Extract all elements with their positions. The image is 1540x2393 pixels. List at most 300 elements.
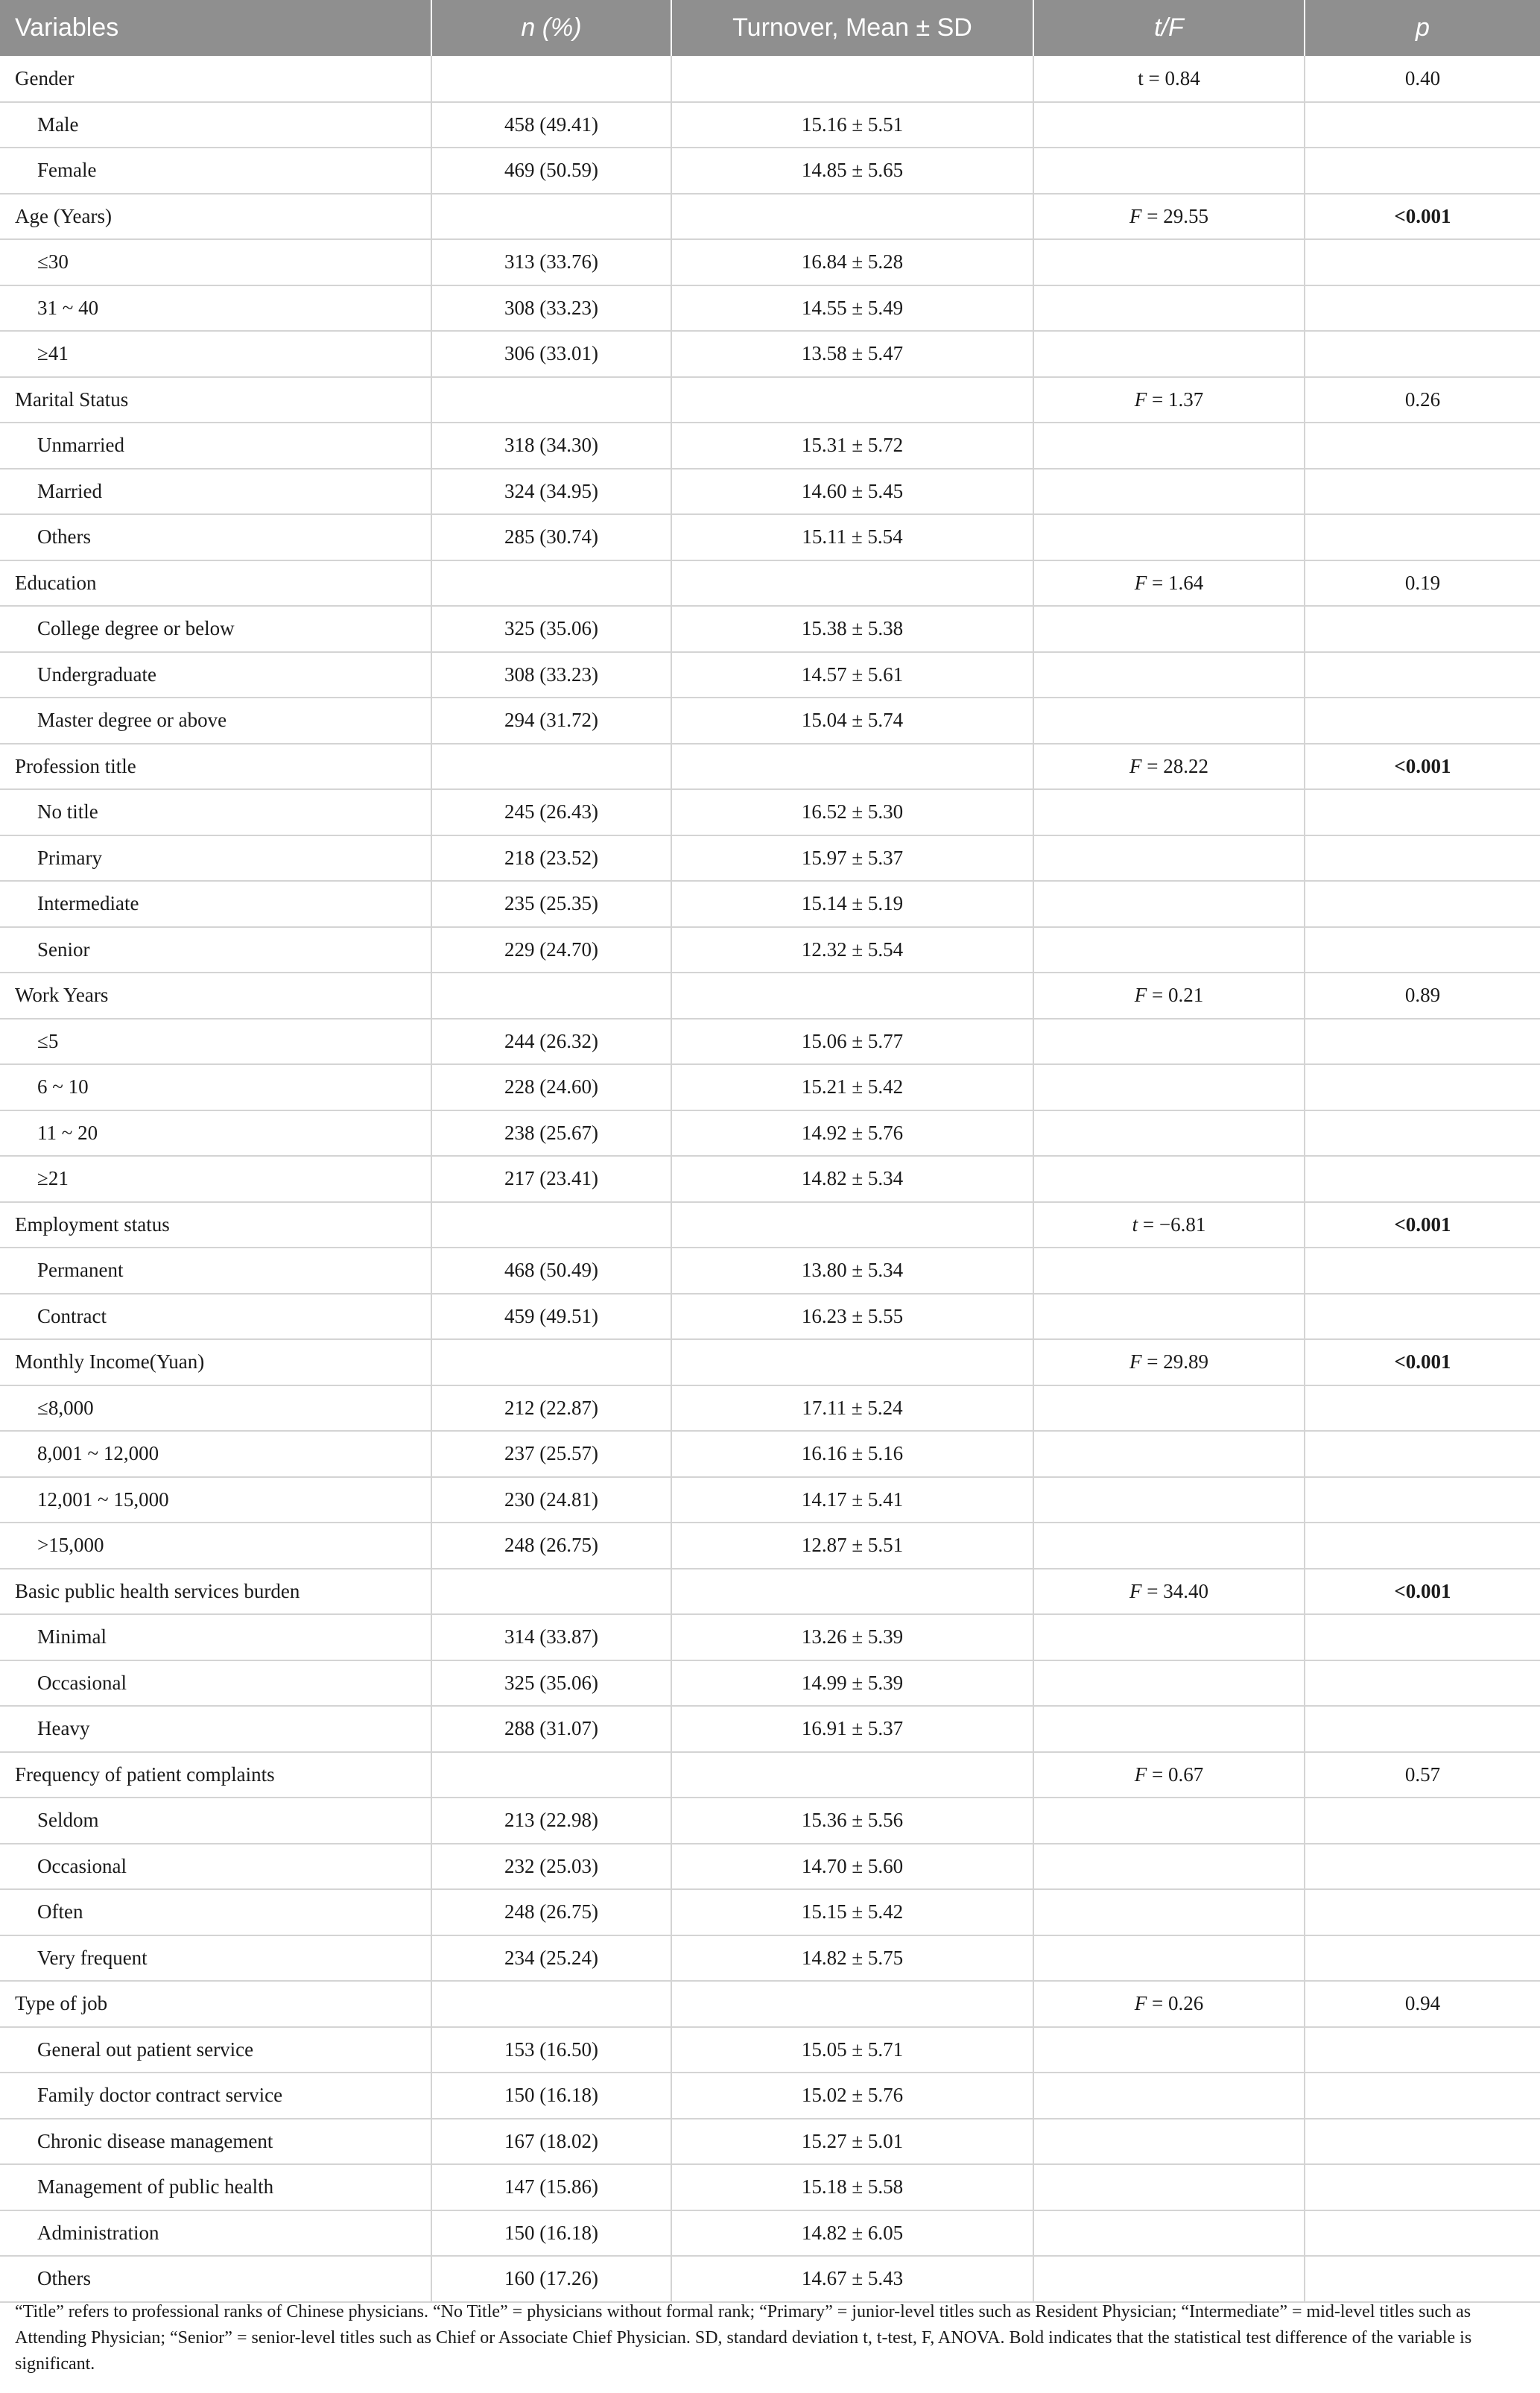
- statistic-value: = −6.81: [1138, 1213, 1206, 1236]
- p-empty: [1305, 1110, 1540, 1157]
- statistic-value: = 28.22: [1141, 754, 1208, 777]
- statistic-empty: [1033, 1706, 1305, 1752]
- turnover-mean-sd: 15.04 ± 5.74: [671, 698, 1033, 744]
- test-statistic: [1033, 56, 1305, 102]
- turnover-mean-sd: 14.17 ± 5.41: [671, 1477, 1033, 1523]
- statistic-empty: [1033, 1523, 1305, 1569]
- n-percent-value: 306 (33.01): [431, 331, 671, 377]
- category-label: Unmarried: [0, 423, 431, 469]
- table-row: [0, 698, 1540, 744]
- test-statistic: [1033, 744, 1305, 790]
- turnover-mean-sd: 13.58 ± 5.47: [671, 331, 1033, 377]
- table-row: [0, 1889, 1540, 1935]
- statistic-empty: [1033, 1844, 1305, 1890]
- n-percent-value: 325 (35.06): [431, 606, 671, 652]
- turnover-mean-sd: 12.32 ± 5.54: [671, 927, 1033, 973]
- statistic-empty: [1033, 835, 1305, 882]
- n-percent-value: 313 (33.76): [431, 239, 671, 285]
- category-label: 12,001 ~ 15,000: [0, 1477, 431, 1523]
- n-cell-empty: [431, 560, 671, 607]
- n-cell-empty: [431, 1752, 671, 1798]
- statistic-empty: [1033, 469, 1305, 515]
- n-cell-empty: [431, 377, 671, 423]
- p-value: 0.40: [1305, 56, 1540, 102]
- category-label: Occasional: [0, 1660, 431, 1707]
- turnover-mean-sd: 14.82 ± 5.34: [671, 1156, 1033, 1202]
- statistic-empty: [1033, 1889, 1305, 1935]
- turnover-mean-sd: 16.52 ± 5.30: [671, 789, 1033, 835]
- category-label: ≤30: [0, 239, 431, 285]
- category-label: ≥41: [0, 331, 431, 377]
- statistic-empty: [1033, 2027, 1305, 2073]
- turnover-mean-sd: 15.16 ± 5.51: [671, 102, 1033, 148]
- mean-cell-empty: [671, 194, 1033, 240]
- n-percent-value: 468 (50.49): [431, 1248, 671, 1294]
- table-row: [0, 881, 1540, 927]
- n-percent-value: 248 (26.75): [431, 1523, 671, 1569]
- statistic-empty: [1033, 102, 1305, 148]
- table-row: [0, 1294, 1540, 1340]
- turnover-mean-sd: 12.87 ± 5.51: [671, 1523, 1033, 1569]
- statistic-empty: [1033, 285, 1305, 332]
- table-row: [0, 423, 1540, 469]
- category-label: ≤5: [0, 1019, 431, 1065]
- p-empty: [1305, 2164, 1540, 2210]
- n-percent-value: 167 (18.02): [431, 2119, 671, 2165]
- n-cell-empty: [431, 744, 671, 790]
- table-row: [0, 2210, 1540, 2257]
- n-percent-value: 229 (24.70): [431, 927, 671, 973]
- table-row: [0, 148, 1540, 194]
- turnover-mean-sd: 15.11 ± 5.54: [671, 514, 1033, 560]
- p-empty: [1305, 1844, 1540, 1890]
- n-percent-value: 285 (30.74): [431, 514, 671, 560]
- n-percent-value: 308 (33.23): [431, 285, 671, 332]
- statistic-empty: [1033, 1385, 1305, 1432]
- p-value: <0.001: [1305, 1339, 1540, 1385]
- table-body: [0, 56, 1540, 2302]
- p-empty: [1305, 1523, 1540, 1569]
- group-row: [0, 1981, 1540, 2027]
- table-row: [0, 331, 1540, 377]
- turnover-mean-sd: 14.92 ± 5.76: [671, 1110, 1033, 1157]
- statistic-value: = 29.89: [1141, 1350, 1208, 1373]
- p-empty: [1305, 514, 1540, 560]
- statistic-empty: [1033, 789, 1305, 835]
- statistic-letter: F: [1134, 1763, 1147, 1786]
- table-row: [0, 606, 1540, 652]
- table-row: [0, 2164, 1540, 2210]
- table-row: [0, 1156, 1540, 1202]
- p-empty: [1305, 102, 1540, 148]
- statistic-value: = 1.64: [1147, 571, 1204, 594]
- category-label: Married: [0, 469, 431, 515]
- header-n-percent: n (%): [431, 0, 671, 56]
- category-label: Occasional: [0, 1844, 431, 1890]
- turnover-mean-sd: 15.27 ± 5.01: [671, 2119, 1033, 2165]
- n-percent-value: 213 (22.98): [431, 1798, 671, 1844]
- n-percent-value: 232 (25.03): [431, 1844, 671, 1890]
- p-value: 0.19: [1305, 560, 1540, 607]
- p-empty: [1305, 789, 1540, 835]
- statistic-empty: [1033, 1248, 1305, 1294]
- test-statistic: [1033, 1202, 1305, 1248]
- p-empty: [1305, 331, 1540, 377]
- statistic-empty: [1033, 927, 1305, 973]
- mean-cell-empty: [671, 1202, 1033, 1248]
- n-percent-value: 318 (34.30): [431, 423, 671, 469]
- group-row: [0, 377, 1540, 423]
- p-empty: [1305, 1660, 1540, 1707]
- n-cell-empty: [431, 194, 671, 240]
- p-empty: [1305, 698, 1540, 744]
- p-empty: [1305, 239, 1540, 285]
- p-empty: [1305, 469, 1540, 515]
- statistic-empty: [1033, 1935, 1305, 1982]
- table-row: [0, 1385, 1540, 1432]
- group-label: Age (Years): [0, 194, 431, 240]
- mean-cell-empty: [671, 1981, 1033, 2027]
- statistic-value: = 0.84: [1143, 66, 1200, 89]
- n-percent-value: 308 (33.23): [431, 652, 671, 698]
- turnover-mean-sd: 15.15 ± 5.42: [671, 1889, 1033, 1935]
- statistic-value: = 29.55: [1141, 204, 1208, 227]
- category-label: Others: [0, 2256, 431, 2302]
- statistic-letter: F: [1129, 1579, 1142, 1602]
- statistic-empty: [1033, 1156, 1305, 1202]
- p-value: 0.57: [1305, 1752, 1540, 1798]
- p-empty: [1305, 881, 1540, 927]
- table-row: [0, 1110, 1540, 1157]
- group-row: [0, 56, 1540, 102]
- turnover-mean-sd: 17.11 ± 5.24: [671, 1385, 1033, 1432]
- statistic-empty: [1033, 1477, 1305, 1523]
- table-row: [0, 102, 1540, 148]
- turnover-mean-sd: 14.99 ± 5.39: [671, 1660, 1033, 1707]
- n-percent-value: 228 (24.60): [431, 1064, 671, 1110]
- p-value: 0.89: [1305, 973, 1540, 1019]
- test-statistic: [1033, 194, 1305, 240]
- p-empty: [1305, 2073, 1540, 2119]
- turnover-mean-sd: 14.82 ± 6.05: [671, 2210, 1033, 2257]
- test-statistic: [1033, 1752, 1305, 1798]
- n-percent-value: 245 (26.43): [431, 789, 671, 835]
- table-row: [0, 285, 1540, 332]
- table-row: [0, 2073, 1540, 2119]
- p-empty: [1305, 2256, 1540, 2302]
- n-percent-value: 218 (23.52): [431, 835, 671, 882]
- n-percent-value: 150 (16.18): [431, 2073, 671, 2119]
- category-label: No title: [0, 789, 431, 835]
- category-label: Primary: [0, 835, 431, 882]
- turnover-mean-sd: 15.21 ± 5.42: [671, 1064, 1033, 1110]
- category-label: Others: [0, 514, 431, 560]
- statistic-letter: F: [1134, 1992, 1147, 2015]
- p-empty: [1305, 1431, 1540, 1477]
- turnover-mean-sd: 14.67 ± 5.43: [671, 2256, 1033, 2302]
- p-value: 0.26: [1305, 377, 1540, 423]
- mean-cell-empty: [671, 560, 1033, 607]
- group-row: [0, 1752, 1540, 1798]
- p-empty: [1305, 423, 1540, 469]
- category-label: Very frequent: [0, 1935, 431, 1982]
- table-row: [0, 789, 1540, 835]
- table-row: [0, 2256, 1540, 2302]
- p-empty: [1305, 1064, 1540, 1110]
- n-cell-empty: [431, 1202, 671, 1248]
- statistic-value: = 0.21: [1147, 984, 1204, 1007]
- p-empty: [1305, 1889, 1540, 1935]
- statistic-empty: [1033, 2210, 1305, 2257]
- p-empty: [1305, 835, 1540, 882]
- statistic-empty: [1033, 2073, 1305, 2119]
- group-label: Frequency of patient complaints: [0, 1752, 431, 1798]
- group-row: [0, 1569, 1540, 1615]
- n-percent-value: 153 (16.50): [431, 2027, 671, 2073]
- category-label: Female: [0, 148, 431, 194]
- category-label: Often: [0, 1889, 431, 1935]
- category-label: Senior: [0, 927, 431, 973]
- p-empty: [1305, 1385, 1540, 1432]
- table-row: [0, 2027, 1540, 2073]
- statistic-letter: t: [1138, 66, 1144, 89]
- turnover-mean-sd: 16.23 ± 5.55: [671, 1294, 1033, 1340]
- n-percent-value: 217 (23.41): [431, 1156, 671, 1202]
- n-percent-value: 288 (31.07): [431, 1706, 671, 1752]
- n-percent-value: 150 (16.18): [431, 2210, 671, 2257]
- table-row: [0, 1844, 1540, 1890]
- table-row: [0, 2119, 1540, 2165]
- statistic-letter: F: [1129, 754, 1142, 777]
- p-empty: [1305, 1477, 1540, 1523]
- header-turnover: Turnover, Mean ± SD: [671, 0, 1033, 56]
- statistic-value: = 1.37: [1147, 388, 1204, 411]
- p-empty: [1305, 1935, 1540, 1982]
- statistic-empty: [1033, 239, 1305, 285]
- statistic-empty: [1033, 606, 1305, 652]
- group-row: [0, 1339, 1540, 1385]
- p-empty: [1305, 927, 1540, 973]
- turnover-mean-sd: 16.91 ± 5.37: [671, 1706, 1033, 1752]
- group-row: [0, 194, 1540, 240]
- n-percent-value: 147 (15.86): [431, 2164, 671, 2210]
- category-label: Minimal: [0, 1614, 431, 1660]
- statistic-empty: [1033, 1110, 1305, 1157]
- p-value: <0.001: [1305, 1202, 1540, 1248]
- statistic-empty: [1033, 2164, 1305, 2210]
- group-row: [0, 1202, 1540, 1248]
- n-cell-empty: [431, 1981, 671, 2027]
- test-statistic: [1033, 1569, 1305, 1615]
- turnover-mean-sd: 15.14 ± 5.19: [671, 881, 1033, 927]
- table-row: [0, 1614, 1540, 1660]
- n-percent-value: 160 (17.26): [431, 2256, 671, 2302]
- category-label: Seldom: [0, 1798, 431, 1844]
- category-label: 31 ~ 40: [0, 285, 431, 332]
- p-empty: [1305, 1019, 1540, 1065]
- n-percent-value: 314 (33.87): [431, 1614, 671, 1660]
- table-footnote: [15, 2299, 1527, 2377]
- p-value: 0.94: [1305, 1981, 1540, 2027]
- category-label: College degree or below: [0, 606, 431, 652]
- n-cell-empty: [431, 56, 671, 102]
- statistic-empty: [1033, 1614, 1305, 1660]
- turnover-mean-sd: 15.31 ± 5.72: [671, 423, 1033, 469]
- statistic-empty: [1033, 1431, 1305, 1477]
- p-empty: [1305, 148, 1540, 194]
- turnover-mean-sd: 13.26 ± 5.39: [671, 1614, 1033, 1660]
- n-percent-value: 248 (26.75): [431, 1889, 671, 1935]
- statistic-empty: [1033, 1294, 1305, 1340]
- footnote-text: “Title” refers to professional ranks of Chinese physicians. “No Title” = physicians without formal rank; “Primary” = junior-level titles such as Resident Physician; “Intermediate” = mid-level titles such as Attending Physician; “Senior” = senior-level titles such as Chief or Associate Chief Physician. SD, standard deviation t, t-test, F, ANOVA. Bold indicates that the statistical test difference of the variable is significant.: [15, 2302, 1472, 2374]
- table-row: [0, 1431, 1540, 1477]
- group-label: Work Years: [0, 973, 431, 1019]
- p-value: <0.001: [1305, 1569, 1540, 1615]
- turnover-mean-sd: 15.05 ± 5.71: [671, 2027, 1033, 2073]
- category-label: General out patient service: [0, 2027, 431, 2073]
- table-row: [0, 514, 1540, 560]
- n-percent-value: 238 (25.67): [431, 1110, 671, 1157]
- category-label: Chronic disease management: [0, 2119, 431, 2165]
- test-statistic: [1033, 377, 1305, 423]
- statistic-empty: [1033, 1064, 1305, 1110]
- p-value: <0.001: [1305, 194, 1540, 240]
- table-row: [0, 1706, 1540, 1752]
- turnover-mean-sd: 14.60 ± 5.45: [671, 469, 1033, 515]
- table-row: [0, 1477, 1540, 1523]
- table-row: [0, 1798, 1540, 1844]
- turnover-mean-sd: 15.36 ± 5.56: [671, 1798, 1033, 1844]
- p-empty: [1305, 2027, 1540, 2073]
- header-variables: Variables: [0, 0, 431, 56]
- category-label: Heavy: [0, 1706, 431, 1752]
- statistic-empty: [1033, 148, 1305, 194]
- statistic-empty: [1033, 1798, 1305, 1844]
- statistic-empty: [1033, 423, 1305, 469]
- statistic-empty: [1033, 2119, 1305, 2165]
- table-header: [0, 0, 1540, 56]
- header-p: p: [1416, 13, 1430, 42]
- group-label: Monthly Income(Yuan): [0, 1339, 431, 1385]
- table-row: [0, 652, 1540, 698]
- group-label: Basic public health services burden: [0, 1569, 431, 1615]
- group-row: [0, 744, 1540, 790]
- group-row: [0, 973, 1540, 1019]
- mean-cell-empty: [671, 377, 1033, 423]
- statistic-empty: [1033, 881, 1305, 927]
- table-row: [0, 1660, 1540, 1707]
- mean-cell-empty: [671, 56, 1033, 102]
- table-row: [0, 1523, 1540, 1569]
- mean-cell-empty: [671, 973, 1033, 1019]
- category-label: Management of public health: [0, 2164, 431, 2210]
- category-label: Administration: [0, 2210, 431, 2257]
- n-percent-value: 294 (31.72): [431, 698, 671, 744]
- statistic-letter: F: [1134, 984, 1147, 1007]
- statistic-empty: [1033, 2256, 1305, 2302]
- category-label: Family doctor contract service: [0, 2073, 431, 2119]
- n-percent-value: 458 (49.41): [431, 102, 671, 148]
- table-row: [0, 1935, 1540, 1982]
- turnover-mean-sd: 15.02 ± 5.76: [671, 2073, 1033, 2119]
- turnover-mean-sd: 15.97 ± 5.37: [671, 835, 1033, 882]
- n-percent-value: 230 (24.81): [431, 1477, 671, 1523]
- table-row: [0, 835, 1540, 882]
- group-label: Profession title: [0, 744, 431, 790]
- p-empty: [1305, 1248, 1540, 1294]
- mean-cell-empty: [671, 1752, 1033, 1798]
- category-label: Contract: [0, 1294, 431, 1340]
- test-statistic: [1033, 1981, 1305, 2027]
- table-row: [0, 469, 1540, 515]
- statistic-empty: [1033, 1019, 1305, 1065]
- p-empty: [1305, 2119, 1540, 2165]
- group-label: Education: [0, 560, 431, 607]
- test-statistic: [1033, 973, 1305, 1019]
- group-label: Employment status: [0, 1202, 431, 1248]
- category-label: 6 ~ 10: [0, 1064, 431, 1110]
- statistic-value: = 0.67: [1147, 1763, 1204, 1786]
- statistic-letter: F: [1134, 388, 1147, 411]
- turnover-mean-sd: 14.82 ± 5.75: [671, 1935, 1033, 1982]
- turnover-mean-sd: 15.18 ± 5.58: [671, 2164, 1033, 2210]
- statistic-empty: [1033, 331, 1305, 377]
- statistic-value: = 34.40: [1141, 1579, 1208, 1602]
- n-percent-value: 469 (50.59): [431, 148, 671, 194]
- n-percent-value: 244 (26.32): [431, 1019, 671, 1065]
- p-empty: [1305, 1706, 1540, 1752]
- mean-cell-empty: [671, 1569, 1033, 1615]
- table-row: [0, 239, 1540, 285]
- category-label: Undergraduate: [0, 652, 431, 698]
- turnover-mean-sd: 15.38 ± 5.38: [671, 606, 1033, 652]
- turnover-mean-sd: 14.70 ± 5.60: [671, 1844, 1033, 1890]
- n-cell-empty: [431, 1339, 671, 1385]
- n-percent-value: 235 (25.35): [431, 881, 671, 927]
- n-percent-value: 325 (35.06): [431, 1660, 671, 1707]
- n-cell-empty: [431, 973, 671, 1019]
- turnover-mean-sd: 14.57 ± 5.61: [671, 652, 1033, 698]
- table-row: [0, 927, 1540, 973]
- statistic-letter: F: [1129, 1350, 1142, 1373]
- statistic-empty: [1033, 652, 1305, 698]
- turnover-mean-sd: 15.06 ± 5.77: [671, 1019, 1033, 1065]
- category-label: Intermediate: [0, 881, 431, 927]
- p-empty: [1305, 652, 1540, 698]
- p-value: <0.001: [1305, 744, 1540, 790]
- table-row: [0, 1019, 1540, 1065]
- mean-cell-empty: [671, 744, 1033, 790]
- category-label: ≤8,000: [0, 1385, 431, 1432]
- statistic-empty: [1033, 514, 1305, 560]
- category-label: ≥21: [0, 1156, 431, 1202]
- statistic-value: = 0.26: [1147, 1992, 1204, 2015]
- statistic-letter: F: [1134, 571, 1147, 594]
- statistic-letter: t: [1132, 1213, 1138, 1236]
- p-empty: [1305, 1798, 1540, 1844]
- n-percent-value: 234 (25.24): [431, 1935, 671, 1982]
- turnover-mean-sd: 13.80 ± 5.34: [671, 1248, 1033, 1294]
- statistic-empty: [1033, 1660, 1305, 1707]
- statistic-letter: F: [1129, 204, 1142, 227]
- mean-cell-empty: [671, 1339, 1033, 1385]
- category-label: Male: [0, 102, 431, 148]
- n-percent-value: 459 (49.51): [431, 1294, 671, 1340]
- header-row: [0, 0, 1540, 56]
- n-cell-empty: [431, 1569, 671, 1615]
- test-statistic: [1033, 1339, 1305, 1385]
- table-row: [0, 1064, 1540, 1110]
